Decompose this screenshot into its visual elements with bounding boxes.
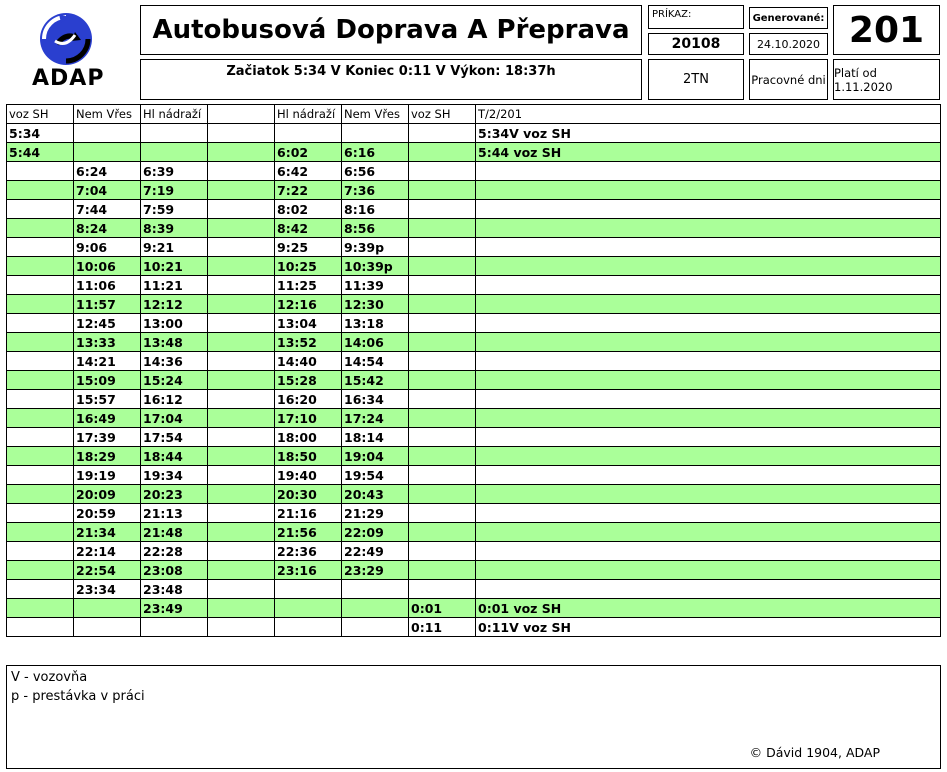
table-cell: 21:48 (141, 523, 208, 542)
table-cell: 13:33 (74, 333, 141, 352)
table-cell (409, 409, 476, 428)
table-cell (208, 466, 275, 485)
table-cell: 13:18 (342, 314, 409, 333)
table-cell: 9:21 (141, 238, 208, 257)
table-cell (476, 466, 941, 485)
table-cell (476, 219, 941, 238)
table-cell: 14:54 (342, 352, 409, 371)
table-cell: 7:59 (141, 200, 208, 219)
legend (6, 665, 941, 769)
table-cell (7, 599, 74, 618)
table-row (7, 314, 941, 333)
table-cell: 18:14 (342, 428, 409, 447)
table-cell (208, 371, 275, 390)
table-cell: 22:09 (342, 523, 409, 542)
table-cell: 16:20 (275, 390, 342, 409)
table-cell (208, 409, 275, 428)
table-cell (476, 447, 941, 466)
table-cell (476, 181, 941, 200)
table-cell (476, 333, 941, 352)
table-cell (208, 523, 275, 542)
table-cell: 8:16 (342, 200, 409, 219)
table-cell: 7:22 (275, 181, 342, 200)
table-cell (476, 428, 941, 447)
table-cell: 9:25 (275, 238, 342, 257)
table-cell: 23:16 (275, 561, 342, 580)
table-cell: 22:36 (275, 542, 342, 561)
table-cell: 11:57 (74, 295, 141, 314)
table-cell (409, 371, 476, 390)
table-cell (74, 599, 141, 618)
table-cell (7, 466, 74, 485)
table-cell: 11:25 (275, 276, 342, 295)
table-row (7, 561, 941, 580)
table-cell (7, 428, 74, 447)
table-cell (409, 561, 476, 580)
table-row (7, 504, 941, 523)
table-cell (476, 561, 941, 580)
table-row (7, 466, 941, 485)
table-cell (7, 485, 74, 504)
table-cell (208, 352, 275, 371)
column-header: voz SH (409, 105, 476, 124)
table-cell: 13:04 (275, 314, 342, 333)
table-cell (208, 200, 275, 219)
column-header: T/2/201 (476, 105, 941, 124)
table-row (7, 542, 941, 561)
table-cell (476, 390, 941, 409)
table-cell (7, 238, 74, 257)
table-cell: 10:39p (342, 257, 409, 276)
table-cell: 13:00 (141, 314, 208, 333)
table-cell: 6:16 (342, 143, 409, 162)
table-cell: 12:30 (342, 295, 409, 314)
table-cell: 16:49 (74, 409, 141, 428)
bus-cycle-logo-icon (31, 8, 101, 70)
table-cell: 5:34 (7, 124, 74, 143)
table-cell: 17:10 (275, 409, 342, 428)
generated-date: 24.10.2020 (749, 33, 828, 55)
table-cell (7, 561, 74, 580)
table-cell (342, 580, 409, 599)
table-cell: 22:28 (141, 542, 208, 561)
table-cell (141, 124, 208, 143)
legend-item-vozovna: V - vozovňa (11, 670, 88, 685)
column-header: Nem Vřes (342, 105, 409, 124)
table-cell (74, 618, 141, 637)
table-cell (275, 618, 342, 637)
table-row (7, 295, 941, 314)
table-cell (409, 466, 476, 485)
table-cell (7, 276, 74, 295)
table-cell: 12:45 (74, 314, 141, 333)
table-cell: 23:29 (342, 561, 409, 580)
table-cell: 0:11 (409, 618, 476, 637)
table-cell: 14:40 (275, 352, 342, 371)
table-cell (409, 428, 476, 447)
table-cell (208, 485, 275, 504)
table-cell (409, 542, 476, 561)
table-cell: 6:24 (74, 162, 141, 181)
table-cell (208, 447, 275, 466)
table-cell: 9:06 (74, 238, 141, 257)
table-cell (141, 143, 208, 162)
table-cell (7, 314, 74, 333)
table-cell (476, 162, 941, 181)
table-cell: 18:50 (275, 447, 342, 466)
table-row (7, 447, 941, 466)
table-cell: 10:06 (74, 257, 141, 276)
table-cell (7, 257, 74, 276)
table-cell (208, 219, 275, 238)
table-cell (208, 276, 275, 295)
table-cell (476, 542, 941, 561)
valid-from: Platí od 1.11.2020 (833, 59, 940, 100)
table-cell: 11:21 (141, 276, 208, 295)
table-cell (476, 314, 941, 333)
table-row (7, 409, 941, 428)
table-cell (476, 504, 941, 523)
table-row (7, 485, 941, 504)
table-cell (409, 257, 476, 276)
table-cell: 19:04 (342, 447, 409, 466)
table-cell (7, 352, 74, 371)
table-cell: 8:56 (342, 219, 409, 238)
table-cell (409, 485, 476, 504)
table-cell: 5:34V voz SH (476, 124, 941, 143)
table-cell: 11:39 (342, 276, 409, 295)
legend-item-prestavka: p - prestávka v práci (11, 689, 145, 704)
table-cell: 21:56 (275, 523, 342, 542)
table-row (7, 352, 941, 371)
company-title: Autobusová Doprava A Přeprava (140, 5, 642, 55)
table-cell (7, 618, 74, 637)
table-cell: 13:52 (275, 333, 342, 352)
table-cell: 7:04 (74, 181, 141, 200)
table-cell (208, 181, 275, 200)
table-cell: 7:44 (74, 200, 141, 219)
table-cell (409, 181, 476, 200)
line-number: 201 (833, 5, 940, 55)
table-cell (476, 276, 941, 295)
table-row (7, 371, 941, 390)
table-cell (342, 618, 409, 637)
table-cell: 14:36 (141, 352, 208, 371)
table-cell (7, 219, 74, 238)
table-cell (409, 162, 476, 181)
column-header: Hl nádraží (275, 105, 342, 124)
day-type: Pracovné dni (749, 59, 828, 100)
table-cell (141, 618, 208, 637)
table-cell: 14:21 (74, 352, 141, 371)
table-cell (409, 314, 476, 333)
table-cell (476, 409, 941, 428)
table-cell (409, 447, 476, 466)
table-cell (7, 504, 74, 523)
table-row (7, 143, 941, 162)
table-cell (7, 200, 74, 219)
table-cell (476, 352, 941, 371)
table-cell: 6:42 (275, 162, 342, 181)
table-cell: 14:06 (342, 333, 409, 352)
table-cell: 6:02 (275, 143, 342, 162)
table-cell (7, 580, 74, 599)
table-cell (275, 124, 342, 143)
table-row (7, 618, 941, 637)
table-cell: 5:44 (7, 143, 74, 162)
table-cell: 5:44 voz SH (476, 143, 941, 162)
table-cell (208, 618, 275, 637)
table-cell: 15:42 (342, 371, 409, 390)
table-cell (409, 352, 476, 371)
table-row (7, 124, 941, 143)
table-cell (342, 124, 409, 143)
table-cell (476, 295, 941, 314)
table-row (7, 162, 941, 181)
table-cell (208, 561, 275, 580)
table-cell (7, 371, 74, 390)
table-cell (7, 409, 74, 428)
table-cell (74, 124, 141, 143)
table-cell: 9:39p (342, 238, 409, 257)
table-cell (409, 390, 476, 409)
prikaz-value: 20108 (648, 33, 744, 55)
table-cell (409, 295, 476, 314)
table-cell: 18:29 (74, 447, 141, 466)
table-row (7, 599, 941, 618)
table-row (7, 523, 941, 542)
table-cell (476, 371, 941, 390)
logo-text: ADAP (32, 66, 105, 91)
table-cell (409, 333, 476, 352)
table-row (7, 181, 941, 200)
table-cell: 15:09 (74, 371, 141, 390)
table-cell (409, 523, 476, 542)
table-cell (208, 295, 275, 314)
table-row (7, 428, 941, 447)
table-cell (208, 143, 275, 162)
table-cell (409, 276, 476, 295)
table-cell: 17:24 (342, 409, 409, 428)
table-cell: 22:14 (74, 542, 141, 561)
table-cell: 20:23 (141, 485, 208, 504)
table-cell: 11:06 (74, 276, 141, 295)
table-cell: 19:54 (342, 466, 409, 485)
table-cell (476, 523, 941, 542)
table-cell: 8:24 (74, 219, 141, 238)
table-cell (7, 181, 74, 200)
table-cell: 7:36 (342, 181, 409, 200)
table-cell: 10:21 (141, 257, 208, 276)
table-cell: 0:01 (409, 599, 476, 618)
table-cell (208, 580, 275, 599)
table-cell (7, 162, 74, 181)
table-cell: 23:48 (141, 580, 208, 599)
table-cell: 8:42 (275, 219, 342, 238)
table-cell (476, 257, 941, 276)
table-cell (208, 124, 275, 143)
table-cell: 8:39 (141, 219, 208, 238)
timetable (6, 104, 941, 637)
table-cell: 16:12 (141, 390, 208, 409)
table-cell (74, 143, 141, 162)
table-cell (7, 542, 74, 561)
table-cell (275, 580, 342, 599)
table-cell (476, 200, 941, 219)
table-cell: 12:12 (141, 295, 208, 314)
table-cell: 20:30 (275, 485, 342, 504)
table-cell: 20:59 (74, 504, 141, 523)
table-cell: 16:34 (342, 390, 409, 409)
table-cell (208, 542, 275, 561)
generated-label: Generované: (749, 7, 828, 29)
table-cell (409, 143, 476, 162)
table-row (7, 390, 941, 409)
column-header: Hl nádraží (141, 105, 208, 124)
shift-summary: Začiatok 5:34 V Koniec 0:11 V Výkon: 18:37h (140, 59, 642, 100)
table-cell: 21:13 (141, 504, 208, 523)
table-cell: 15:57 (74, 390, 141, 409)
column-header (208, 105, 275, 124)
table-cell: 8:02 (275, 200, 342, 219)
table-row (7, 333, 941, 352)
copyright: © Dávid 1904, ADAP (749, 745, 880, 760)
table-cell: 20:43 (342, 485, 409, 504)
table-cell (476, 485, 941, 504)
table-cell: 6:39 (141, 162, 208, 181)
table-cell: 0:11V voz SH (476, 618, 941, 637)
table-cell: 0:01 voz SH (476, 599, 941, 618)
table-cell (342, 599, 409, 618)
table-cell (409, 238, 476, 257)
table-row (7, 257, 941, 276)
table-cell (7, 447, 74, 466)
table-cell (208, 238, 275, 257)
table-cell (409, 504, 476, 523)
table-cell (476, 580, 941, 599)
column-header: Nem Vřes (74, 105, 141, 124)
table-cell: 21:34 (74, 523, 141, 542)
column-header: voz SH (7, 105, 74, 124)
table-cell (208, 162, 275, 181)
table-cell: 15:24 (141, 371, 208, 390)
table-row (7, 276, 941, 295)
table-cell (7, 523, 74, 542)
table-cell: 22:49 (342, 542, 409, 561)
table-cell: 13:48 (141, 333, 208, 352)
table-row (7, 580, 941, 599)
table-cell (409, 580, 476, 599)
table-header-row (7, 105, 941, 124)
table-row (7, 238, 941, 257)
table-cell: 19:40 (275, 466, 342, 485)
table-cell: 7:19 (141, 181, 208, 200)
table-cell (7, 390, 74, 409)
table-cell: 21:16 (275, 504, 342, 523)
table-cell: 18:00 (275, 428, 342, 447)
table-cell: 18:44 (141, 447, 208, 466)
table-cell (208, 504, 275, 523)
table-cell (208, 314, 275, 333)
vehicle-type: 2TN (648, 59, 744, 100)
table-cell (476, 238, 941, 257)
table-cell: 10:25 (275, 257, 342, 276)
table-cell: 23:49 (141, 599, 208, 618)
table-cell: 17:54 (141, 428, 208, 447)
table-cell: 19:19 (74, 466, 141, 485)
table-cell: 6:56 (342, 162, 409, 181)
table-cell: 17:39 (74, 428, 141, 447)
table-cell (409, 124, 476, 143)
table-cell (275, 599, 342, 618)
table-cell (7, 333, 74, 352)
table-cell (208, 333, 275, 352)
table-cell (409, 200, 476, 219)
table-cell: 20:09 (74, 485, 141, 504)
table-cell (7, 295, 74, 314)
prikaz-label: PRÍKAZ: (648, 5, 744, 29)
table-cell: 15:28 (275, 371, 342, 390)
table-cell: 12:16 (275, 295, 342, 314)
table-row (7, 219, 941, 238)
table-cell (208, 599, 275, 618)
table-cell (208, 390, 275, 409)
table-row (7, 200, 941, 219)
table-cell (208, 428, 275, 447)
table-cell (409, 219, 476, 238)
table-cell (208, 257, 275, 276)
table-cell: 23:34 (74, 580, 141, 599)
table-cell: 23:08 (141, 561, 208, 580)
table-cell: 21:29 (342, 504, 409, 523)
table-cell: 19:34 (141, 466, 208, 485)
table-cell: 22:54 (74, 561, 141, 580)
table-cell: 17:04 (141, 409, 208, 428)
